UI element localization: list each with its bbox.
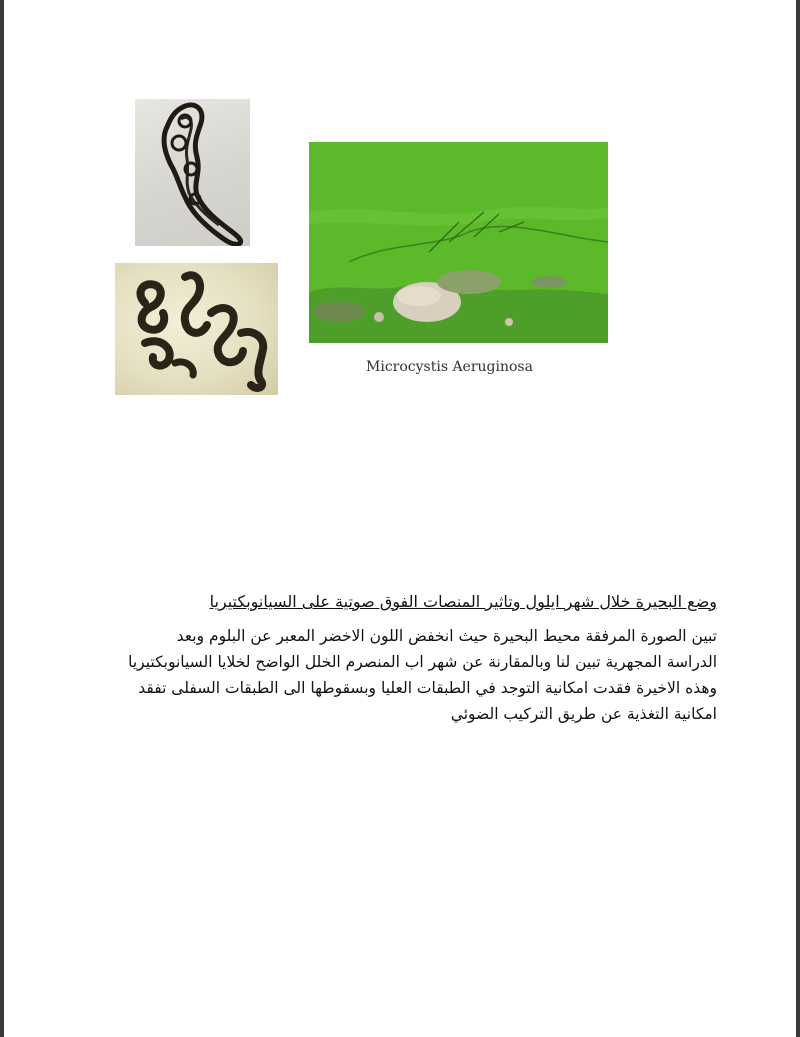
figure-caption: Microcystis Aeruginosa <box>366 359 533 375</box>
figure-panel <box>104 97 622 399</box>
lake-scene-drawing <box>309 142 608 343</box>
document-page <box>4 0 796 1037</box>
curled-colony-drawing <box>115 263 278 395</box>
lake-shore-photo <box>309 142 608 343</box>
filament-colony-drawing <box>135 99 250 246</box>
section-heading: وضع البحيرة خلال شهر ايلول وتاثير المنصات الفوق صوتية على السيانوبكتيريا <box>209 592 717 611</box>
body-paragraph: تبين الصورة المرفقة محيط البحيرة حيث انخفض اللون الاخضر المعبر عن البلوم وبعد الدراسة المجهرية تبين لنا وبالمقارنة عن شهر اب المنصرم الخلل الواضح لخلايا السيانوبكتيريا وهذه الاخيرة فقدت امكانية التوجد في الطبقات العليا وبسقوطها الى الطبقات السفلى تفقد امكانية التغذية عن طريق التركيب الضوئي <box>128 627 717 723</box>
article-section <box>124 592 717 727</box>
microscope-image-colonies <box>115 263 278 395</box>
microscope-image-filament <box>135 99 250 246</box>
